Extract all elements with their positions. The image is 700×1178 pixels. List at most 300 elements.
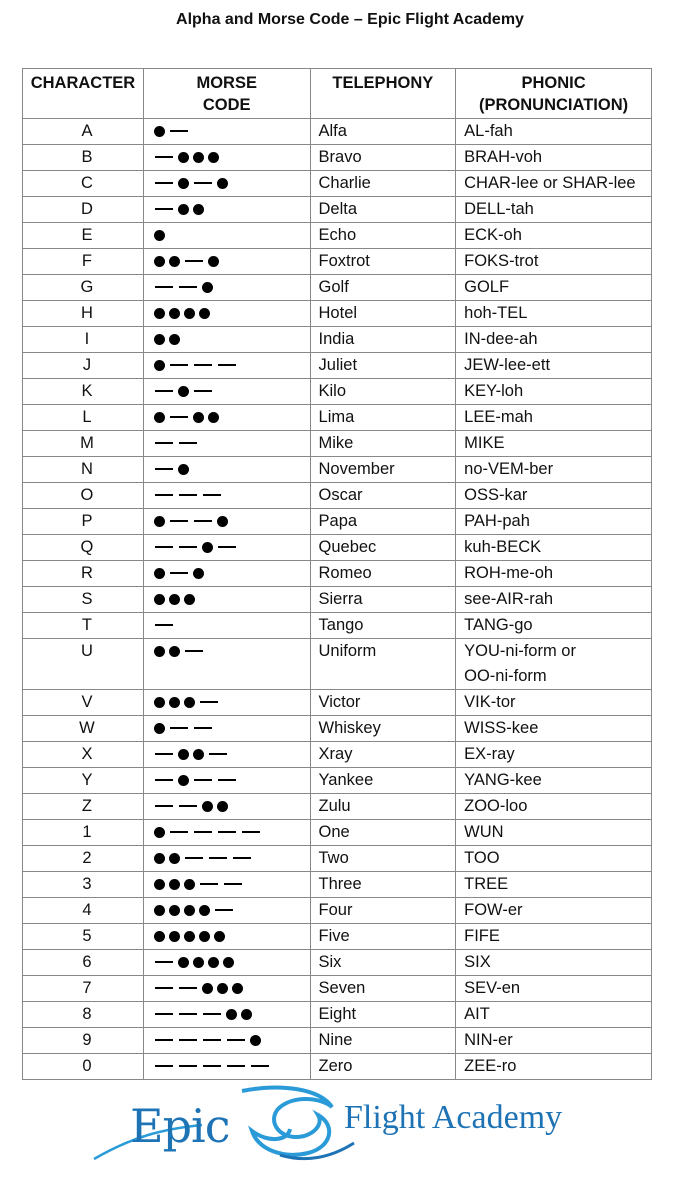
phonic-cell [456,768,652,794]
telephony-cell: Bravo [310,145,456,171]
telephony-cell: Whiskey [310,716,456,742]
morse-dash-icon [179,494,197,496]
morse-dot-icon [184,594,195,605]
phonic-line: WUN [464,823,504,841]
table-row [23,379,652,405]
phonic-cell [456,535,652,561]
table-row [23,1054,652,1080]
character-cell: D [23,197,144,223]
telephony-cell: Four [310,898,456,924]
table-row [23,846,652,872]
phonic-cell [456,405,652,431]
table-row [23,249,652,275]
morse-code-cell [143,846,310,872]
morse-code-cell [143,171,310,197]
telephony-cell: Echo [310,223,456,249]
phonic-cell [456,327,652,353]
table-row [23,690,652,716]
header-phonic-line2: (PRONUNCIATION) [479,96,629,114]
morse-dot-icon [178,775,189,786]
table-row [23,924,652,950]
morse-dot-icon [178,749,189,760]
morse-dot-icon [241,1009,252,1020]
phonic-cell [456,820,652,846]
morse-dot-icon [193,568,204,579]
morse-dash-icon [218,364,236,366]
morse-code-cell [143,924,310,950]
phonic-line: ECK-oh [464,226,522,244]
character-cell: H [23,301,144,327]
phonic-line: CHAR-lee or SHAR-lee [464,174,636,192]
phonic-cell [456,483,652,509]
phonic-cell [456,690,652,716]
telephony-cell: Nine [310,1028,456,1054]
table-row [23,509,652,535]
morse-dash-icon [155,1065,173,1067]
phonic-cell [456,1054,652,1080]
morse-dash-icon [215,909,233,911]
morse-code-cell [143,535,310,561]
phonic-cell [456,1002,652,1028]
table-row [23,301,652,327]
phonic-line: MIKE [464,434,505,452]
morse-dash-icon [155,494,173,496]
phonic-line: no-VEM-ber [464,460,554,478]
phonic-cell [456,794,652,820]
logo-epic-text: Epic [130,1099,230,1153]
morse-dot-icon [184,931,195,942]
morse-code-cell [143,119,310,145]
morse-dot-icon [250,1035,261,1046]
morse-code-table [22,68,652,1080]
character-cell: S [23,587,144,613]
morse-dot-icon [169,646,180,657]
morse-dash-icon [203,1039,221,1041]
morse-code-cell [143,613,310,639]
morse-dot-icon [154,723,165,734]
morse-dash-icon [179,1013,197,1015]
table-row [23,483,652,509]
character-cell: Y [23,768,144,794]
character-cell: T [23,613,144,639]
morse-dash-icon [185,857,203,859]
phonic-cell [456,509,652,535]
telephony-cell: Hotel [310,301,456,327]
phonic-line: SIX [464,953,491,971]
phonic-cell [456,171,652,197]
morse-dot-icon [193,412,204,423]
morse-dot-icon [154,697,165,708]
morse-dash-icon [251,1065,269,1067]
character-cell: F [23,249,144,275]
morse-dot-icon [199,931,210,942]
morse-dash-icon [155,156,173,158]
telephony-cell: Papa [310,509,456,535]
morse-dash-icon [155,442,173,444]
morse-dash-icon [179,805,197,807]
phonic-cell [456,1028,652,1054]
morse-dot-icon [217,983,228,994]
morse-dot-icon [154,853,165,864]
phonic-cell [456,898,652,924]
phonic-cell [456,613,652,639]
telephony-cell: Juliet [310,353,456,379]
character-cell: P [23,509,144,535]
telephony-cell: Delta [310,197,456,223]
morse-code-cell [143,690,310,716]
telephony-cell: Zulu [310,794,456,820]
telephony-cell: One [310,820,456,846]
morse-dot-icon [154,594,165,605]
morse-code-cell [143,223,310,249]
table-row [23,561,652,587]
phonic-line: JEW-lee-ett [464,356,551,374]
morse-dash-icon [194,831,212,833]
morse-dash-icon [218,546,236,548]
morse-dot-icon [193,749,204,760]
phonic-cell [456,742,652,768]
phonic-line: TOO [464,849,500,867]
morse-dash-icon [179,1065,197,1067]
morse-dot-icon [169,879,180,890]
telephony-cell: Golf [310,275,456,301]
phonic-line: PAH-pah [464,512,530,530]
table-row [23,742,652,768]
morse-dash-icon [155,208,173,210]
header-telephony: TELEPHONY [310,69,456,119]
morse-dash-icon [170,520,188,522]
morse-code-cell [143,275,310,301]
phonic-line: FIFE [464,927,500,945]
table-row [23,275,652,301]
telephony-cell: Eight [310,1002,456,1028]
morse-dash-icon [209,753,227,755]
logo-tagline: Flight Academy [344,1099,563,1136]
table-row [23,1002,652,1028]
morse-code-cell [143,509,310,535]
morse-dash-icon [155,1013,173,1015]
morse-code-cell [143,768,310,794]
morse-dot-icon [202,801,213,812]
morse-dash-icon [179,987,197,989]
table-row [23,1028,652,1054]
telephony-cell: Tango [310,613,456,639]
morse-code-cell [143,483,310,509]
morse-dash-icon [155,987,173,989]
morse-dot-icon [202,983,213,994]
telephony-cell: India [310,327,456,353]
phonic-line: WISS-kee [464,719,539,737]
phonic-line: GOLF [464,278,510,296]
character-cell: G [23,275,144,301]
telephony-cell: November [310,457,456,483]
table-row [23,716,652,742]
table-row [23,145,652,171]
phonic-cell [456,249,652,275]
morse-dash-icon [155,390,173,392]
morse-dot-icon [154,568,165,579]
phonic-line: KEY-loh [464,382,524,400]
header-morse-code [143,69,310,119]
document-title: Alpha and Morse Code – Epic Flight Academy [176,11,524,28]
table-header-row [23,69,652,119]
morse-dot-icon [169,931,180,942]
phonic-cell [456,950,652,976]
telephony-cell: Three [310,872,456,898]
table-row [23,405,652,431]
phonic-cell [456,872,652,898]
morse-code-cell [143,327,310,353]
morse-dash-icon [185,260,203,262]
character-cell: B [23,145,144,171]
table-row [23,613,652,639]
character-cell: W [23,716,144,742]
morse-dot-icon [178,204,189,215]
morse-dot-icon [169,905,180,916]
header-phonic-line1: PHONIC [521,74,586,92]
table-row [23,353,652,379]
morse-dot-icon [214,931,225,942]
morse-dash-icon [209,857,227,859]
phonic-line: TREE [464,875,509,893]
morse-dot-icon [178,464,189,475]
telephony-cell: Uniform [310,639,456,690]
character-cell: 3 [23,872,144,898]
morse-dash-icon [233,857,251,859]
table-row [23,872,652,898]
morse-dot-icon [154,360,165,371]
table-row [23,950,652,976]
phonic-line: hoh-TEL [464,304,528,322]
character-cell: Z [23,794,144,820]
phonic-cell [456,716,652,742]
phonic-line: see-AIR-rah [464,590,554,608]
morse-dash-icon [179,546,197,548]
phonic-cell [456,301,652,327]
morse-code-cell [143,1028,310,1054]
character-cell: K [23,379,144,405]
morse-dot-icon [184,697,195,708]
morse-dot-icon [154,256,165,267]
morse-code-cell [143,1002,310,1028]
phonic-cell [456,145,652,171]
character-cell: U [23,639,144,690]
morse-dash-icon [227,1065,245,1067]
morse-code-cell [143,457,310,483]
morse-dot-icon [169,853,180,864]
morse-dot-icon [178,386,189,397]
morse-dot-icon [232,983,243,994]
morse-dot-icon [154,646,165,657]
character-cell: 8 [23,1002,144,1028]
morse-dot-icon [193,957,204,968]
morse-code-cell [143,716,310,742]
header-morse-line1: MORSE [196,74,257,92]
morse-dot-icon [169,256,180,267]
phonic-cell [456,119,652,145]
morse-dash-icon [200,701,218,703]
morse-dot-icon [184,905,195,916]
character-cell: 5 [23,924,144,950]
telephony-cell: Oscar [310,483,456,509]
morse-dash-icon [194,182,212,184]
table-row [23,794,652,820]
morse-dash-icon [155,624,173,626]
telephony-cell: Alfa [310,119,456,145]
telephony-cell: Kilo [310,379,456,405]
phonic-cell [456,561,652,587]
telephony-cell: Mike [310,431,456,457]
morse-dot-icon [154,308,165,319]
character-cell: 1 [23,820,144,846]
morse-code-cell [143,431,310,457]
morse-dot-icon [178,152,189,163]
telephony-cell: Victor [310,690,456,716]
morse-dash-icon [179,286,197,288]
morse-dash-icon [170,831,188,833]
phonic-line: FOW-er [464,901,523,919]
table-row [23,768,652,794]
character-cell: Q [23,535,144,561]
morse-dot-icon [154,931,165,942]
morse-dot-icon [178,178,189,189]
morse-dot-icon [217,801,228,812]
morse-dot-icon [154,230,165,241]
morse-dash-icon [170,572,188,574]
morse-dot-icon [193,204,204,215]
morse-dot-icon [193,152,204,163]
morse-dot-icon [169,308,180,319]
phonic-line: ZOO-loo [464,797,528,815]
morse-dash-icon [203,1013,221,1015]
morse-code-cell [143,639,310,690]
phonic-line: EX-ray [464,745,515,763]
morse-code-cell [143,405,310,431]
morse-dash-icon [194,364,212,366]
phonic-line: OSS-kar [464,486,528,504]
character-cell: E [23,223,144,249]
telephony-cell: Charlie [310,171,456,197]
morse-dash-icon [155,182,173,184]
morse-dot-icon [154,334,165,345]
telephony-cell: Lima [310,405,456,431]
phonic-line: TANG-go [464,616,533,634]
morse-dot-icon [184,879,195,890]
telephony-cell: Five [310,924,456,950]
phonic-cell [456,846,652,872]
morse-dash-icon [155,779,173,781]
phonic-line: AIT [464,1005,490,1023]
morse-dash-icon [155,286,173,288]
phonic-line: VIK-tor [464,693,516,711]
character-cell: 4 [23,898,144,924]
morse-dash-icon [203,1065,221,1067]
morse-dash-icon [194,390,212,392]
morse-dot-icon [226,1009,237,1020]
morse-dash-icon [218,779,236,781]
header-character: CHARACTER [23,69,144,119]
phonic-cell [456,223,652,249]
telephony-cell: Sierra [310,587,456,613]
telephony-cell: Six [310,950,456,976]
morse-dash-icon [194,520,212,522]
morse-code-cell [143,794,310,820]
morse-dash-icon [218,831,236,833]
character-cell: N [23,457,144,483]
phonic-line: FOKS-trot [464,252,539,270]
phonic-line: IN-dee-ah [464,330,538,348]
character-cell: 0 [23,1054,144,1080]
morse-dot-icon [223,957,234,968]
telephony-cell: Seven [310,976,456,1002]
table-row [23,197,652,223]
phonic-cell [456,976,652,1002]
morse-dash-icon [155,1039,173,1041]
morse-dash-icon [155,805,173,807]
table-row [23,898,652,924]
morse-dash-icon [227,1039,245,1041]
character-cell: 2 [23,846,144,872]
morse-dot-icon [202,282,213,293]
morse-code-cell [143,950,310,976]
morse-code-cell [143,353,310,379]
table-row [23,820,652,846]
morse-dot-icon [154,879,165,890]
phonic-cell [456,639,652,690]
table-row [23,976,652,1002]
character-cell: R [23,561,144,587]
morse-dash-icon [179,442,197,444]
morse-dot-icon [208,412,219,423]
telephony-cell: Romeo [310,561,456,587]
phonic-line: NIN-er [464,1031,513,1049]
morse-dash-icon [155,961,173,963]
morse-dash-icon [170,364,188,366]
telephony-cell: Xray [310,742,456,768]
morse-dot-icon [169,594,180,605]
morse-dot-icon [154,905,165,916]
morse-dash-icon [170,416,188,418]
character-cell: 6 [23,950,144,976]
morse-code-cell [143,898,310,924]
table-row [23,171,652,197]
morse-dot-icon [169,334,180,345]
phonic-line: ROH-me-oh [464,564,554,582]
morse-dot-icon [154,827,165,838]
telephony-cell: Yankee [310,768,456,794]
telephony-cell: Quebec [310,535,456,561]
phonic-line: DELL-tah [464,200,534,218]
morse-dot-icon [208,256,219,267]
phonic-cell [456,379,652,405]
telephony-cell: Foxtrot [310,249,456,275]
morse-dot-icon [217,516,228,527]
character-cell: 9 [23,1028,144,1054]
phonic-line: YOU-ni-form or [464,642,576,660]
morse-dash-icon [242,831,260,833]
morse-code-cell [143,587,310,613]
telephony-cell: Two [310,846,456,872]
table-row [23,639,652,690]
morse-code-cell [143,561,310,587]
phonic-line: YANG-kee [464,771,542,789]
phonic-cell [456,353,652,379]
morse-code-cell [143,1054,310,1080]
morse-code-cell [143,820,310,846]
morse-dash-icon [194,727,212,729]
phonic-cell [456,275,652,301]
phonic-line: SEV-en [464,979,521,997]
